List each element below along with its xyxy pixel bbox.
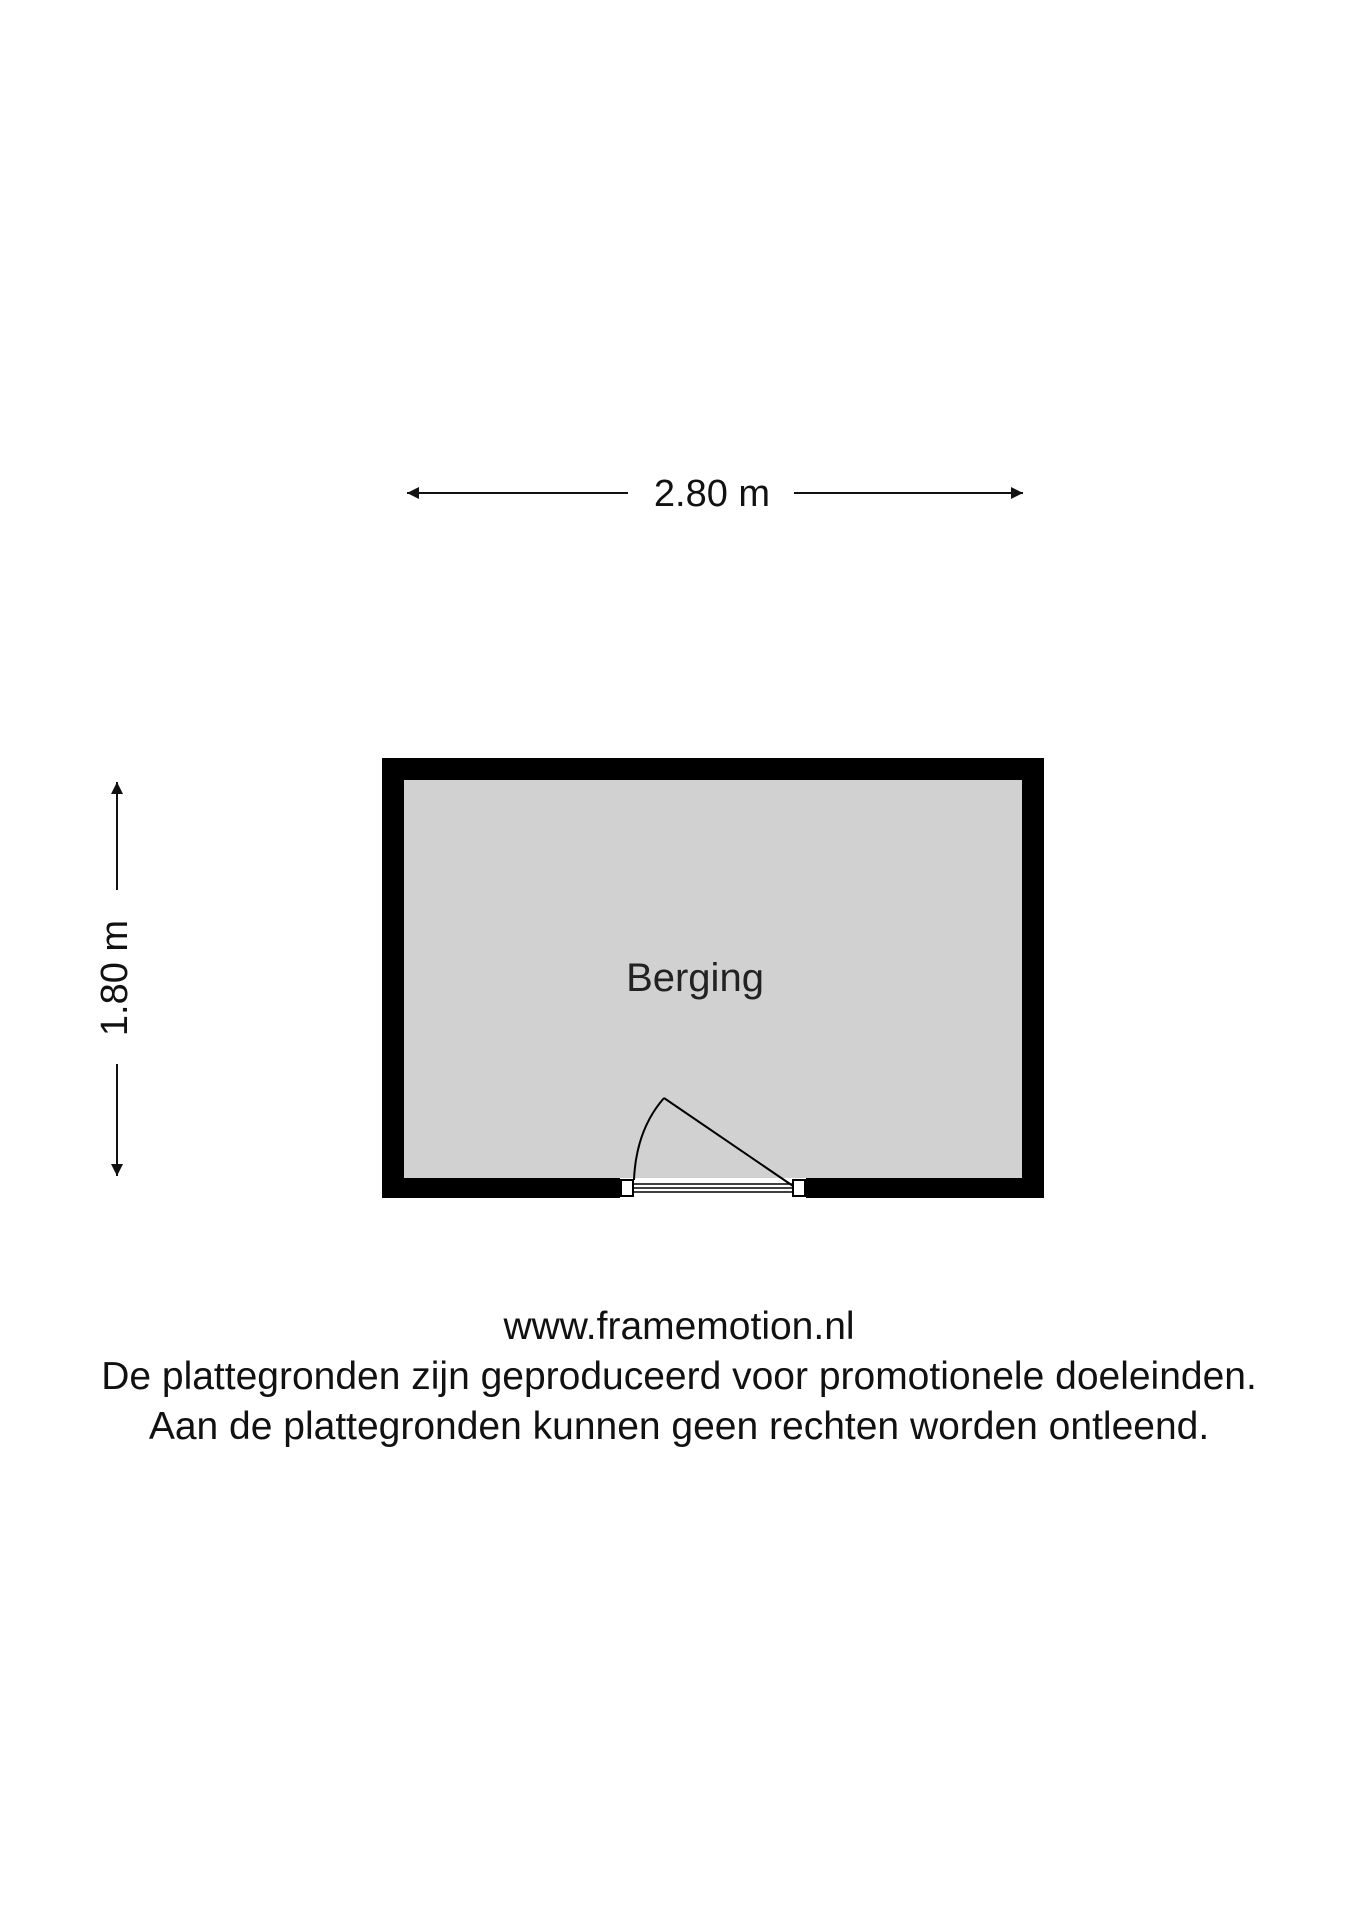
disclaimer-line-2: Aan de plattegronden kunnen geen rechten worden ontleend. (148, 1405, 1210, 1448)
website-url: www.framemotion.nl (503, 1305, 855, 1348)
door-threshold-right (793, 1180, 805, 1196)
disclaimer-line-1: De plattegronden zijn geproduceerd voor promotionele doeleinden. (101, 1355, 1257, 1398)
width-dimension-label: 2.80 m (653, 473, 771, 515)
height-dimension-label: 1.80 m (94, 919, 137, 1037)
door-threshold-left (621, 1180, 633, 1196)
footer (0, 1302, 1358, 1452)
height-dimension (94, 782, 136, 1176)
width-dimension (407, 473, 1023, 515)
room-label: Berging (626, 956, 764, 1000)
